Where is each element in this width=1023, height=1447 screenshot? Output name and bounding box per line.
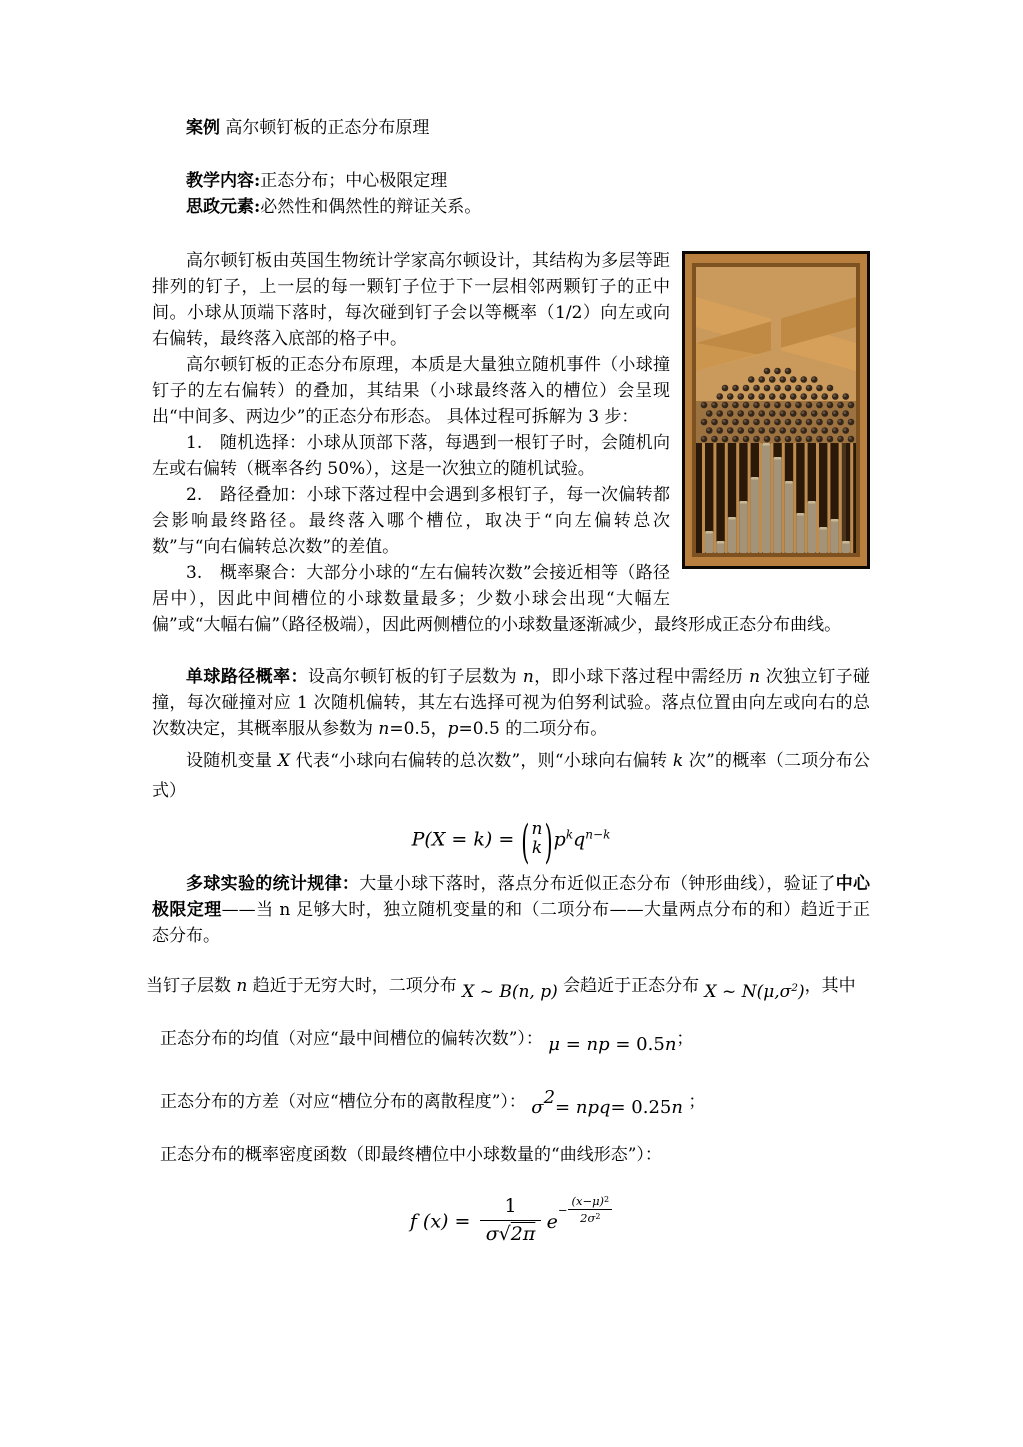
text-run: n (236, 976, 248, 997)
binom-bottom: k (531, 837, 543, 858)
text-run: n (671, 1097, 683, 1119)
text-run: npq (575, 1097, 611, 1119)
text-run: 2. 路径叠加：小球下落过程中会遇到多根钉子，每一次偏转都会影响最终路径。最终落入哪个槽位，取决于“向左偏转总次数”与“向右偏转总次数”的差值。 (152, 485, 670, 557)
text-run: 中心极限定理 (152, 874, 871, 921)
binom-stack (532, 820, 543, 857)
multi-ball-paragraph (152, 871, 870, 949)
text-run: 单球路径概率： (186, 667, 308, 687)
pdf-line (152, 1138, 870, 1172)
text-run: 大量小球下落时，落点分布近似正态分布（钟形曲线），验证了 (359, 874, 836, 895)
text-run: n (749, 667, 761, 687)
text-run: n (378, 719, 390, 739)
text-run: 趋近于无穷大时，二项分布 (247, 976, 463, 997)
text-run: = 0.5 (609, 1034, 665, 1056)
minus-sign: − (557, 1202, 568, 1217)
binom-lhs: P(X = k) = (411, 828, 521, 851)
text-run: n (664, 1034, 677, 1056)
text-run: =0.5， (389, 719, 448, 739)
text-run: 案例 (186, 118, 220, 138)
teaching-content-line (152, 168, 870, 194)
limit-paragraph (146, 965, 870, 1003)
radicand: 2π (510, 1222, 536, 1245)
pdf-exponent (558, 1194, 612, 1225)
binom-p-exp: k (565, 827, 574, 842)
text-run: 2 (791, 982, 798, 995)
single-ball-paragraph (152, 664, 870, 742)
text-run: X (277, 751, 290, 771)
euler-e: e (546, 1210, 558, 1233)
text-run: ——当 n 足够大时，独立随机变量的和（二项分布——大量两点分布的和）趋近于正态分布。 (152, 900, 870, 947)
pdf-numerator: 1 (480, 1195, 540, 1221)
text-run: 设高尔顿钉板的钉子层数为 (307, 667, 523, 687)
text-run: 会趋近于正态分布 (557, 976, 705, 997)
text-run: 正态分布的均值（对应“最中间槽位的偏转次数”）： (160, 1029, 549, 1050)
galton-board-svg (682, 251, 870, 569)
case-title (152, 115, 870, 141)
text-run: 高尔顿钉板由英国生物统计学家高尔顿设计，其结构为多层等距排列的钉子，上一层的每一颗钉子位于下一层相邻两颗钉子的正中间。小球从顶端下落时，每次碰到钉子会以等概率（1/2）向左或向右偏转，最终落入底部的格子中。 (152, 251, 670, 349)
text-run: p (447, 719, 459, 739)
text-run: 高尔顿钉板的正态分布原理，本质是大量独立随机事件（小球撞钉子的左右偏转）的叠加，其结果（小球最终落入的槽位）会呈现出“中间多、两边少”的正态分布形态。 具体过程可拆解为 3 步： (152, 355, 670, 427)
text-run: 次”的概率（二项分布公式） (152, 751, 870, 801)
variance-line (152, 1075, 870, 1119)
binom-q-exp: n−k (585, 827, 611, 842)
text-run: μ (548, 1034, 560, 1056)
text-run: 高尔顿钉板的正态分布原理 (220, 118, 430, 138)
text-run: =0.5 的二项分布。 (458, 719, 608, 739)
right-paren: ) (544, 815, 553, 869)
binomial-formula (152, 815, 870, 869)
text-run: np (586, 1034, 610, 1056)
exp-num-sup: 2 (604, 1195, 610, 1205)
binom-p: p (553, 828, 566, 851)
exp-den-sup: 2 (595, 1212, 601, 1222)
random-variable-paragraph (152, 746, 870, 806)
exp-denominator (568, 1210, 612, 1225)
pdf-formula (152, 1194, 870, 1248)
exp-den-body: 2σ (580, 1211, 596, 1226)
text-run: 正态分布的概率密度函数（即最终槽位中小球数量的“曲线形态”）： (160, 1145, 662, 1166)
text-run: = (555, 1097, 576, 1119)
text-run: 次独立钉子碰撞，每次碰撞对应 1 次随机偏转，其左右选择可视为伯努利试验。落点位置由向左或向右的总次数决定，其概率服从参数为 (152, 667, 870, 739)
binom-q: q (573, 828, 586, 851)
text-run: 正态分布；中心极限定理 (260, 171, 448, 191)
text-run: ； (676, 1029, 694, 1050)
binom-top: n (531, 819, 543, 839)
text-run: ； (682, 1092, 706, 1113)
text-run: 思政元素: (186, 197, 261, 217)
meta-block (152, 168, 870, 220)
pdf-fraction (480, 1195, 540, 1245)
ideology-line (152, 194, 870, 220)
pdf-denominator (480, 1221, 540, 1245)
text-run: ，即小球下落过程中需经历 (533, 667, 750, 687)
exp-stack (568, 1194, 612, 1225)
exp-num-body: (x−μ) (571, 1194, 605, 1209)
text-run: 正态分布的方差（对应“槽位分布的离散程度”）： (160, 1092, 532, 1113)
text-run: 多球实验的统计规律： (186, 874, 360, 895)
text-run: 3. 概率聚合：大部分小球的“左右偏转次数”会接近相等（路径居中），因此中间槽位的小球数量最多；少数小球会出现“大幅左偏”或“大幅右偏”（路径极端），因此两侧槽位的小球数量逐渐减少，最终形成正态分布曲线。 (152, 563, 842, 635)
mean-line (152, 1022, 870, 1056)
text-run: X ~ N(μ,σ (704, 982, 792, 1003)
text-run: 必然性和偶然性的辩证关系。 (260, 197, 482, 217)
text-run: = (560, 1034, 587, 1056)
text-run: 设随机变量 (186, 751, 278, 771)
text-run: 2 (543, 1087, 556, 1109)
text-run: 1. 随机选择：小球从顶部下落，每遇到一根钉子时，会随机向左或右偏转（概率各约 50%），这是一次独立的随机试验。 (152, 433, 670, 479)
text-run: 教学内容: (186, 171, 261, 191)
text-run: 代表“小球向右偏转的总次数”，则“小球向右偏转 (289, 751, 673, 771)
pdf-lhs: f (x) = (409, 1210, 477, 1233)
text-run: 当钉子层数 (146, 976, 237, 997)
text-run: = 0.25 (610, 1097, 672, 1119)
list-item-3 (152, 560, 870, 638)
galton-board-photo (682, 251, 870, 569)
text-run: ) (797, 982, 805, 1003)
exp-numerator (568, 1194, 612, 1210)
radical-symbol: √ (498, 1222, 511, 1245)
text-run: σ (531, 1097, 544, 1119)
text-run: X ~ B(n, p) (462, 982, 558, 1003)
text-run: ，其中 (804, 976, 856, 997)
left-paren: ( (521, 815, 530, 869)
text-run: n (522, 667, 534, 687)
text-run: k (672, 751, 684, 771)
sigma-symbol: σ (485, 1222, 499, 1245)
